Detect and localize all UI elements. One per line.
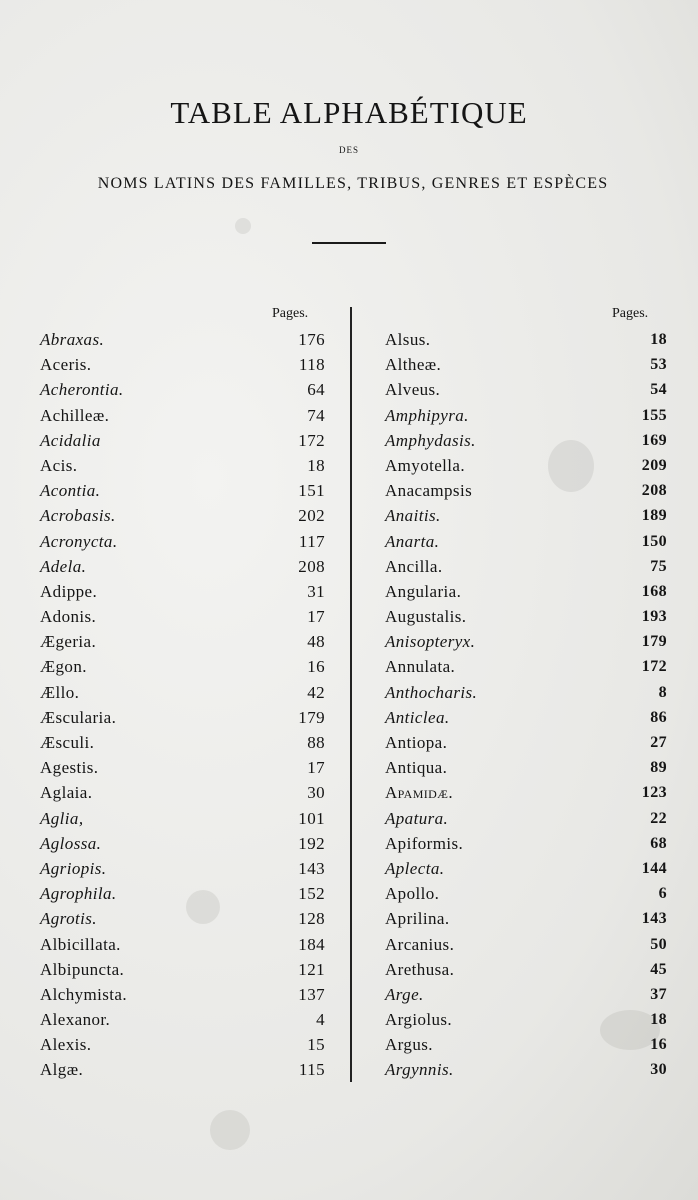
- index-entry: [40, 780, 325, 805]
- entry-name: Anarta.: [385, 531, 440, 551]
- entry-name: Alexis.: [40, 1035, 92, 1055]
- entry-page: 137: [298, 984, 325, 1004]
- entry-page: 176: [298, 330, 325, 349]
- index-entry: [40, 327, 325, 352]
- entry-page: 150: [641, 532, 667, 550]
- index-entry: [385, 654, 667, 679]
- index-entry: [385, 478, 667, 503]
- entry-page: 88: [307, 733, 325, 752]
- index-entry: [385, 629, 667, 654]
- entry-page: 27: [650, 734, 667, 751]
- index-entry: [385, 554, 667, 579]
- entry-page: 208: [641, 482, 667, 500]
- entry-name: Aplecta.: [385, 858, 445, 878]
- index-entry: [40, 503, 325, 528]
- entry-name: Adela.: [40, 556, 87, 576]
- entry-page: 8: [658, 683, 667, 701]
- entry-name: Antiopa.: [385, 733, 448, 752]
- entry-name: Acronycta.: [40, 531, 118, 551]
- entry-page: 184: [298, 934, 325, 954]
- index-entry: [40, 831, 325, 856]
- index-entry: [40, 705, 325, 730]
- entry-name: Ællo.: [40, 682, 80, 702]
- entry-name: Adippe.: [40, 581, 98, 601]
- entry-name: Aglaia.: [40, 783, 93, 803]
- entry-name: Argiolus.: [385, 1010, 453, 1030]
- entry-page: 209: [641, 456, 667, 474]
- entry-name: Amphipyra.: [385, 405, 469, 425]
- entry-name: Ancilla.: [385, 556, 443, 576]
- entry-page: 54: [650, 381, 667, 399]
- entry-page: 193: [641, 608, 667, 626]
- entry-page: 74: [307, 405, 325, 425]
- entry-name: Ægeria.: [40, 632, 97, 652]
- index-entry: [385, 428, 667, 453]
- entry-page: 30: [650, 1061, 667, 1079]
- entry-name: Altheæ.: [385, 355, 442, 375]
- entry-page: 68: [650, 834, 667, 852]
- index-entry: [385, 982, 667, 1007]
- entry-name: Apatura.: [385, 808, 449, 828]
- entry-name: Anticlea.: [385, 707, 450, 727]
- entry-name: Ægon.: [40, 657, 87, 677]
- entry-name: Æscularia.: [40, 707, 117, 727]
- entry-name: Argus.: [385, 1035, 433, 1055]
- index-entry: [40, 629, 325, 654]
- entry-page: 101: [298, 808, 325, 828]
- entry-name: Alveus.: [385, 380, 441, 400]
- entry-name: Anthocharis.: [385, 682, 478, 702]
- index-entry: [40, 453, 325, 478]
- index-entry: [385, 453, 667, 478]
- entry-page: 17: [307, 607, 325, 627]
- entry-name: Achilleæ.: [40, 405, 110, 425]
- entry-page: 118: [298, 355, 325, 375]
- entry-name: Aprilina.: [385, 909, 450, 929]
- entry-name: Acrobasis.: [40, 506, 116, 526]
- index-entry: [385, 579, 667, 604]
- entry-page: 4: [316, 1010, 325, 1030]
- entry-page: 202: [298, 506, 325, 526]
- right-pages-header: Pages.: [612, 306, 649, 321]
- index-entry: [40, 730, 325, 755]
- entry-name: Apamidæ.: [385, 783, 453, 803]
- entry-name: Acidalia: [40, 430, 101, 450]
- entry-name: Acis.: [40, 455, 78, 475]
- index-entry: [385, 705, 667, 730]
- entry-page: 172: [641, 658, 667, 676]
- entry-name: Anaitis.: [385, 506, 441, 526]
- index-entry: [385, 730, 667, 755]
- entry-name: Arge.: [385, 984, 424, 1004]
- index-entry: [40, 579, 325, 604]
- entry-name: Aglossa.: [40, 833, 102, 853]
- index-entry: [40, 428, 325, 453]
- entry-page: 179: [298, 707, 325, 727]
- entry-page: 208: [298, 556, 325, 576]
- index-entry: [40, 856, 325, 881]
- entry-page: 18: [650, 331, 667, 348]
- entry-page: 18: [307, 455, 325, 475]
- entry-page: 6: [658, 885, 667, 903]
- index-entry: [40, 654, 325, 679]
- entry-page: 152: [298, 884, 325, 904]
- entry-name: Albicillata.: [40, 934, 121, 954]
- page-subtitle: NOMS LATINS DES FAMILLES, TRIBUS, GENRES ET ESPÈCES: [97, 175, 609, 192]
- index-entry: [385, 780, 667, 805]
- index-entry: [40, 1057, 325, 1082]
- entry-page: 53: [650, 356, 667, 374]
- index-entry: [40, 755, 325, 780]
- entry-name: Abraxas.: [40, 330, 105, 349]
- entry-name: Algæ.: [40, 1060, 84, 1080]
- entry-page: 37: [650, 985, 667, 1003]
- entry-page: 22: [650, 809, 667, 827]
- entry-name: Amphydasis.: [385, 430, 476, 450]
- index-entry: [385, 856, 667, 881]
- entry-page: 143: [298, 858, 325, 878]
- entry-page: 50: [650, 935, 667, 953]
- entry-page: 155: [641, 406, 667, 424]
- entry-page: 151: [298, 481, 325, 501]
- entry-page: 123: [641, 784, 667, 802]
- entry-page: 86: [650, 708, 667, 726]
- entry-page: 16: [650, 1036, 667, 1054]
- entry-name: Alchymista.: [40, 984, 128, 1004]
- right-index-column: [385, 327, 667, 1083]
- index-entry: [385, 1032, 667, 1057]
- entry-page: 117: [298, 531, 325, 551]
- title-rule: [312, 242, 386, 244]
- index-entry: [40, 529, 325, 554]
- entry-name: Agriopis.: [40, 858, 107, 878]
- entry-name: Æsculi.: [40, 733, 95, 752]
- index-entry: [40, 1007, 325, 1032]
- index-entry: [40, 478, 325, 503]
- entry-page: 121: [298, 959, 325, 979]
- entry-page: 42: [307, 682, 325, 702]
- entry-page: 169: [641, 431, 667, 449]
- entry-name: Adonis.: [40, 607, 97, 627]
- left-index-column: [40, 327, 325, 1083]
- entry-name: Arethusa.: [385, 959, 455, 979]
- index-entry: [40, 604, 325, 629]
- entry-page: 45: [650, 960, 667, 978]
- entry-page: 31: [307, 581, 325, 601]
- index-entry: [40, 906, 325, 931]
- index-entry: [40, 403, 325, 428]
- foxing-stain: [210, 1110, 250, 1150]
- foxing-stain: [235, 218, 251, 234]
- index-entry: [385, 906, 667, 931]
- entry-name: Aglia,: [40, 808, 84, 828]
- index-entry: [40, 680, 325, 705]
- entry-page: 16: [307, 657, 325, 677]
- entry-page: 64: [307, 380, 325, 400]
- entry-name: Alexanor.: [40, 1010, 111, 1030]
- index-entry: [385, 755, 667, 780]
- index-entry: [385, 1007, 667, 1032]
- index-entry: [385, 831, 667, 856]
- entry-name: Agestis.: [40, 758, 99, 778]
- entry-page: 48: [307, 632, 325, 652]
- entry-page: 168: [641, 582, 667, 600]
- entry-page: 17: [307, 758, 325, 778]
- entry-page: 115: [298, 1060, 325, 1080]
- index-entry: [40, 982, 325, 1007]
- entry-name: Argynnis.: [385, 1060, 454, 1080]
- index-entry: [385, 604, 667, 629]
- entry-page: 143: [641, 910, 667, 928]
- entry-name: Alsus.: [385, 330, 431, 349]
- entry-name: Apollo.: [385, 884, 440, 904]
- index-entry: [40, 806, 325, 831]
- index-entry: [385, 932, 667, 957]
- index-entry: [40, 932, 325, 957]
- entry-page: 144: [641, 859, 667, 877]
- entry-name: Annulata.: [385, 657, 456, 677]
- index-entry: [385, 806, 667, 831]
- entry-page: 89: [650, 759, 667, 777]
- index-entry: [385, 680, 667, 705]
- entry-name: Aceris.: [40, 355, 92, 375]
- index-entry: [40, 1032, 325, 1057]
- entry-page: 18: [650, 1011, 667, 1029]
- entry-page: 189: [641, 507, 667, 525]
- index-entry: [385, 327, 667, 352]
- entry-page: 179: [641, 633, 667, 651]
- index-entry: [385, 503, 667, 528]
- index-entry: [385, 529, 667, 554]
- index-entry: [385, 957, 667, 982]
- index-entry: [385, 403, 667, 428]
- left-pages-header: Pages.: [272, 306, 309, 321]
- entry-name: Acontia.: [40, 481, 101, 501]
- entry-name: Agrophila.: [40, 884, 117, 904]
- title-connector: DES: [338, 145, 359, 155]
- column-divider: [350, 307, 352, 1082]
- entry-page: 192: [298, 833, 325, 853]
- entry-name: Agrotis.: [40, 909, 97, 929]
- entry-name: Augustalis.: [385, 607, 467, 627]
- entry-page: 128: [298, 909, 325, 929]
- index-entry: [385, 1057, 667, 1082]
- index-entry: [385, 881, 667, 906]
- entry-page: 15: [307, 1035, 325, 1055]
- entry-name: Arcanius.: [385, 934, 455, 954]
- entry-name: Anacampsis: [385, 481, 473, 501]
- entry-name: Angularia.: [385, 581, 462, 601]
- entry-page: 30: [307, 783, 325, 803]
- entry-name: Anisopteryx.: [385, 632, 476, 652]
- entry-name: Amyotella.: [385, 455, 466, 475]
- entry-page: 172: [298, 430, 325, 450]
- entry-name: Apiformis.: [385, 833, 464, 853]
- index-entry: [40, 957, 325, 982]
- index-entry: [40, 881, 325, 906]
- index-entry: [40, 352, 325, 377]
- entry-page: 75: [650, 557, 667, 575]
- entry-name: Acherontia.: [40, 380, 124, 400]
- page-title: TABLE ALPHABÉTIQUE: [170, 94, 528, 130]
- entry-name: Antiqua.: [385, 758, 448, 778]
- index-entry: [40, 377, 325, 402]
- index-entry: [385, 377, 667, 402]
- index-entry: [40, 554, 325, 579]
- index-entry: [385, 352, 667, 377]
- entry-name: Albipuncta.: [40, 959, 125, 979]
